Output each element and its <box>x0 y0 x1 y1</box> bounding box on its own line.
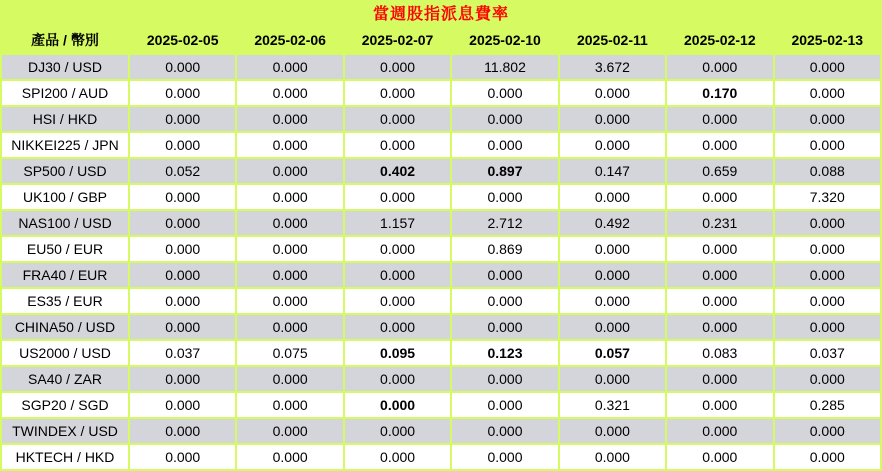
rate-cell: 0.037 <box>774 340 881 366</box>
rate-cell: 0.000 <box>236 288 343 314</box>
rate-cell: 0.000 <box>236 236 343 262</box>
product-currency-header: 產品 / 幣別 <box>1 25 129 54</box>
rate-cell: 0.000 <box>344 106 451 132</box>
rate-cell: 0.000 <box>559 288 666 314</box>
rate-cell: 0.000 <box>666 444 773 470</box>
rate-cell: 0.000 <box>559 366 666 392</box>
rate-cell: 0.083 <box>666 340 773 366</box>
rate-cell: 0.000 <box>236 444 343 470</box>
table-row <box>1 444 881 470</box>
rate-cell: 0.402 <box>344 158 451 184</box>
rate-cell: 0.000 <box>344 262 451 288</box>
rate-cell: 7.320 <box>774 184 881 210</box>
rate-cell: 0.075 <box>236 340 343 366</box>
product-cell: NIKKEI225 / JPN <box>1 132 129 158</box>
rate-cell: 0.000 <box>451 288 558 314</box>
rate-cell: 11.802 <box>451 54 558 80</box>
product-cell: SPI200 / AUD <box>1 80 129 106</box>
product-cell: US2000 / USD <box>1 340 129 366</box>
rate-cell: 0.000 <box>129 184 236 210</box>
table-row <box>1 54 881 80</box>
rate-cell: 0.000 <box>129 262 236 288</box>
rate-cell: 0.659 <box>666 158 773 184</box>
rate-cell: 0.000 <box>236 210 343 236</box>
table-row <box>1 132 881 158</box>
rate-cell: 0.000 <box>666 184 773 210</box>
rate-cell: 0.147 <box>559 158 666 184</box>
product-cell: SA40 / ZAR <box>1 366 129 392</box>
rate-cell: 0.000 <box>666 314 773 340</box>
rate-cell: 0.231 <box>666 210 773 236</box>
rate-cell: 0.037 <box>129 340 236 366</box>
rate-cell: 0.057 <box>559 340 666 366</box>
rate-cell: 0.000 <box>451 392 558 418</box>
rate-cell: 0.000 <box>451 314 558 340</box>
rate-cell: 0.170 <box>666 80 773 106</box>
rate-cell: 0.000 <box>666 236 773 262</box>
rate-cell: 0.000 <box>451 80 558 106</box>
rate-cell: 0.321 <box>559 392 666 418</box>
rate-cell: 0.000 <box>666 392 773 418</box>
rate-cell: 0.000 <box>774 288 881 314</box>
product-cell: FRA40 / EUR <box>1 262 129 288</box>
rate-cell: 0.000 <box>774 54 881 80</box>
product-cell: SGP20 / SGD <box>1 392 129 418</box>
rate-cell: 1.157 <box>344 210 451 236</box>
rate-cell: 0.000 <box>666 54 773 80</box>
rate-cell: 0.000 <box>129 236 236 262</box>
rate-cell: 0.123 <box>451 340 558 366</box>
rate-cell: 0.000 <box>774 132 881 158</box>
table-row <box>1 340 881 366</box>
rate-cell: 0.000 <box>236 366 343 392</box>
rate-cell: 0.000 <box>774 444 881 470</box>
rate-cell: 0.000 <box>666 132 773 158</box>
rate-cell: 0.000 <box>236 262 343 288</box>
table-row <box>1 236 881 262</box>
product-cell: SP500 / USD <box>1 158 129 184</box>
rate-cell: 2.712 <box>451 210 558 236</box>
rate-cell: 0.000 <box>236 392 343 418</box>
rate-cell: 0.000 <box>451 106 558 132</box>
header-row <box>1 25 881 54</box>
rate-cell: 0.000 <box>666 262 773 288</box>
rate-cell: 0.000 <box>236 106 343 132</box>
rate-cell: 0.000 <box>774 80 881 106</box>
rate-cell: 0.000 <box>236 314 343 340</box>
rate-cell: 0.000 <box>129 444 236 470</box>
rate-cell: 0.000 <box>129 314 236 340</box>
rate-cell: 0.000 <box>451 262 558 288</box>
table-row <box>1 106 881 132</box>
rate-cell: 0.000 <box>344 132 451 158</box>
rate-cell: 0.000 <box>344 418 451 444</box>
rate-cell: 0.000 <box>344 80 451 106</box>
table-row <box>1 80 881 106</box>
table-body <box>1 54 881 470</box>
table-row <box>1 288 881 314</box>
rate-cell: 0.000 <box>666 366 773 392</box>
product-cell: NAS100 / USD <box>1 210 129 236</box>
rate-cell: 0.000 <box>236 80 343 106</box>
rate-cell: 0.000 <box>129 392 236 418</box>
product-cell: EU50 / EUR <box>1 236 129 262</box>
rate-cell: 0.000 <box>451 366 558 392</box>
rate-cell: 0.000 <box>774 106 881 132</box>
rate-cell: 0.000 <box>559 444 666 470</box>
title-bar <box>0 0 882 24</box>
rate-cell: 0.000 <box>129 54 236 80</box>
rate-cell: 0.000 <box>129 106 236 132</box>
product-cell: HSI / HKD <box>1 106 129 132</box>
rate-cell: 0.000 <box>129 210 236 236</box>
rate-cell: 0.000 <box>559 262 666 288</box>
table-row <box>1 366 881 392</box>
rate-cell: 0.000 <box>559 418 666 444</box>
rate-cell: 0.000 <box>344 288 451 314</box>
product-cell: UK100 / GBP <box>1 184 129 210</box>
rate-cell: 0.000 <box>236 132 343 158</box>
rate-cell: 0.000 <box>236 158 343 184</box>
rate-cell: 0.000 <box>666 418 773 444</box>
date-header: 2025-02-07 <box>344 25 451 54</box>
table-row <box>1 418 881 444</box>
rate-cell: 0.000 <box>344 392 451 418</box>
table-row <box>1 262 881 288</box>
rate-cell: 0.000 <box>344 54 451 80</box>
rate-cell: 0.000 <box>129 80 236 106</box>
rate-cell: 0.000 <box>774 314 881 340</box>
rate-cell: 0.000 <box>451 444 558 470</box>
rate-cell: 0.000 <box>236 54 343 80</box>
rate-cell: 0.095 <box>344 340 451 366</box>
rate-cell: 0.000 <box>559 236 666 262</box>
rate-cell: 3.672 <box>559 54 666 80</box>
rate-cell: 0.000 <box>559 132 666 158</box>
rate-cell: 0.000 <box>774 236 881 262</box>
rate-cell: 0.000 <box>236 184 343 210</box>
rate-cell: 0.000 <box>129 418 236 444</box>
rate-cell: 0.000 <box>774 366 881 392</box>
rate-cell: 0.000 <box>129 132 236 158</box>
rate-cell: 0.000 <box>774 418 881 444</box>
date-header: 2025-02-05 <box>129 25 236 54</box>
table-row <box>1 210 881 236</box>
product-cell: CHINA50 / USD <box>1 314 129 340</box>
rate-cell: 0.000 <box>344 236 451 262</box>
rate-cell: 0.000 <box>344 366 451 392</box>
dividend-rates-table <box>0 24 882 471</box>
rate-cell: 0.000 <box>774 210 881 236</box>
date-header: 2025-02-06 <box>236 25 343 54</box>
product-cell: TWINDEX / USD <box>1 418 129 444</box>
rate-cell: 0.088 <box>774 158 881 184</box>
date-header: 2025-02-11 <box>559 25 666 54</box>
rate-cell: 0.000 <box>559 106 666 132</box>
table-row <box>1 392 881 418</box>
rate-cell: 0.000 <box>774 262 881 288</box>
product-cell: DJ30 / USD <box>1 54 129 80</box>
table-row <box>1 314 881 340</box>
product-cell: HKTECH / HKD <box>1 444 129 470</box>
rate-cell: 0.000 <box>129 366 236 392</box>
rate-cell: 0.897 <box>451 158 558 184</box>
rate-cell: 0.000 <box>559 184 666 210</box>
rate-cell: 0.000 <box>344 314 451 340</box>
product-cell: ES35 / EUR <box>1 288 129 314</box>
page-title: 當週股指派息費率 <box>372 5 509 23</box>
rate-cell: 0.000 <box>236 418 343 444</box>
rate-cell: 0.000 <box>559 314 666 340</box>
table-row <box>1 184 881 210</box>
rate-cell: 0.000 <box>344 444 451 470</box>
rate-cell: 0.000 <box>666 106 773 132</box>
rate-cell: 0.000 <box>451 132 558 158</box>
rate-cell: 0.000 <box>559 80 666 106</box>
rate-cell: 0.000 <box>451 418 558 444</box>
date-header: 2025-02-12 <box>666 25 773 54</box>
rate-cell: 0.052 <box>129 158 236 184</box>
rate-cell: 0.000 <box>666 288 773 314</box>
table-header <box>1 25 881 54</box>
rate-cell: 0.285 <box>774 392 881 418</box>
table-row <box>1 158 881 184</box>
rate-cell: 0.000 <box>129 288 236 314</box>
date-header: 2025-02-13 <box>774 25 881 54</box>
date-header: 2025-02-10 <box>451 25 558 54</box>
rate-cell: 0.869 <box>451 236 558 262</box>
rate-cell: 0.000 <box>451 184 558 210</box>
rate-cell: 0.492 <box>559 210 666 236</box>
rate-cell: 0.000 <box>344 184 451 210</box>
